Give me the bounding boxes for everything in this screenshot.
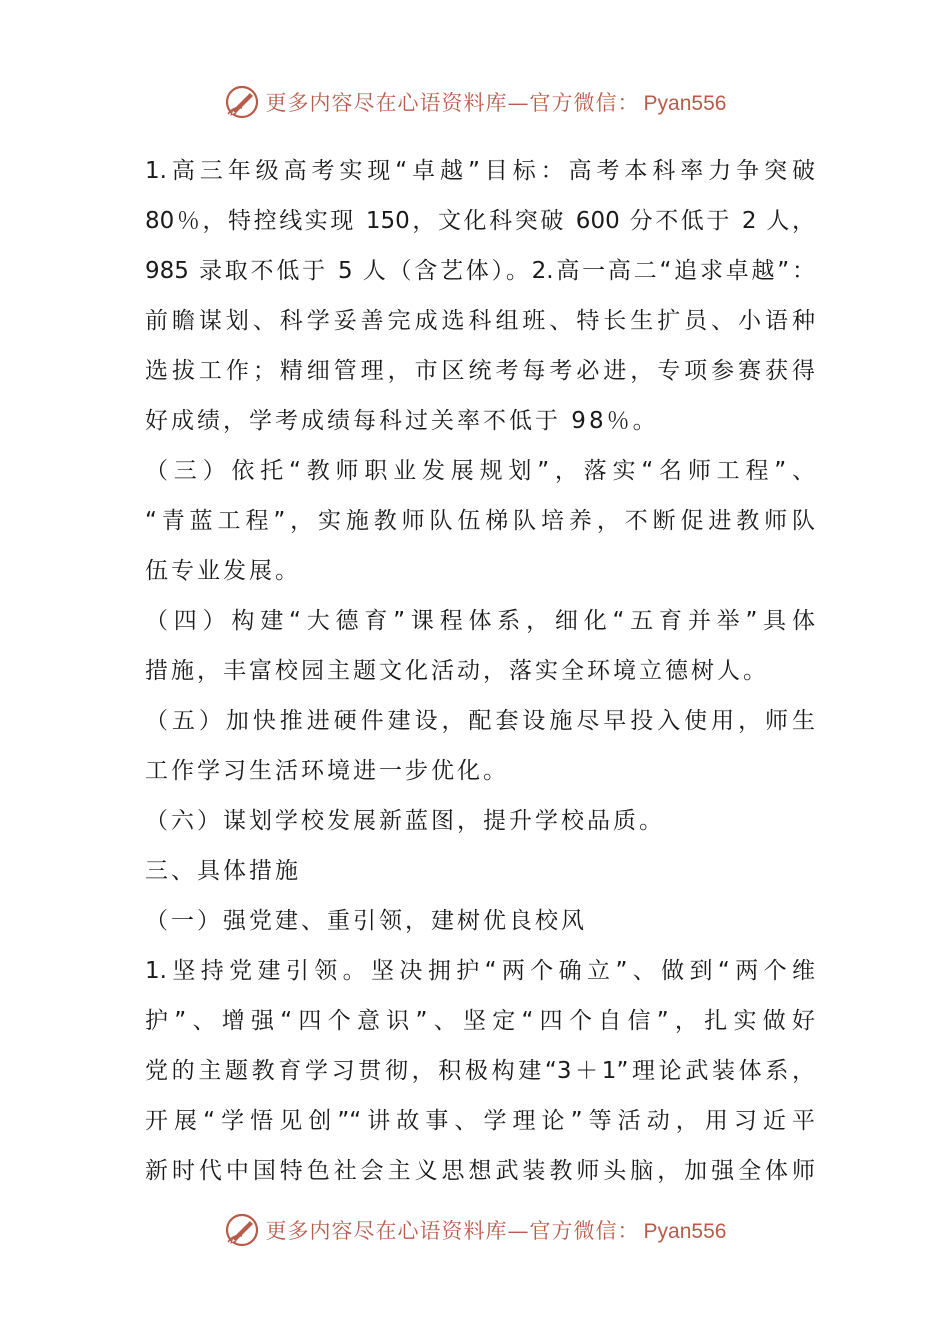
text-line: 1.坚持党建引领。坚决拥护“两个确立”、做到“两个维 (145, 958, 815, 984)
text-line: 护”、增强“四个意识”、坚定“四个自信”，扎实做好 (145, 1008, 815, 1034)
text-line: 党的主题教育学习贯彻，积极构建“3＋1”理论武装体系， (145, 1058, 815, 1084)
text-line: “青蓝工程”，实施教师队伍梯队培养，不断促进教师队 (145, 508, 815, 534)
text-line: 80％，特控线实现 150，文化科突破 600 分不低于 2 人， (145, 208, 815, 234)
watermark-wechat-id: Pyan556 (643, 92, 727, 115)
text-line: 新时代中国特色社会主义思想武装教师头脑，加强全体师 (145, 1158, 815, 1184)
document-body (145, 146, 815, 1196)
text-line: （三）依托“教师职业发展规划”，落实“名师工程”、 (145, 458, 815, 484)
text-line: 措施，丰富校园主题文化活动，落实全环境立德树人。 (145, 658, 769, 684)
pen-logo-icon (224, 84, 260, 120)
text-line: （四）构建“大德育”课程体系，细化“五育并举”具体 (145, 608, 815, 634)
text-line: 前瞻谋划、科学妥善完成选科组班、特长生扩员、小语种 (145, 308, 815, 334)
watermark-text (266, 1215, 727, 1245)
text-line: 选拔工作；精细管理，市区统考每考必进，专项参赛获得 (145, 358, 815, 384)
text-line: 好成绩，学考成绩每科过关率不低于 98％。 (145, 408, 659, 434)
watermark-label: 更多内容尽在心语资料库—官方微信： (265, 91, 640, 115)
text-line: 开展“学悟见创”“讲故事、学理论”等活动，用习近平 (145, 1108, 815, 1134)
text-line: 工作学习生活环境进一步优化。 (145, 758, 509, 784)
header-watermark (0, 80, 950, 124)
watermark-text (266, 87, 727, 117)
text-line: 985 录取不低于 5 人（含艺体）。2.高一高二“追求卓越”： (145, 258, 815, 284)
watermark-label: 更多内容尽在心语资料库—官方微信： (265, 1219, 640, 1243)
text-line: 伍专业发展。 (145, 558, 301, 584)
text-line: （六）谋划学校发展新蓝图，提升学校品质。 (145, 808, 665, 834)
text-line: 三、具体措施 (145, 858, 301, 884)
footer-watermark (0, 1208, 950, 1252)
pen-logo-icon (224, 1212, 260, 1248)
text-line: （一）强党建、重引领，建树优良校风 (145, 908, 587, 934)
text-line: 1.高三年级高考实现“卓越”目标：高考本科率力争突破 (145, 158, 815, 184)
text-line: （五）加快推进硬件建设，配套设施尽早投入使用，师生 (145, 708, 815, 734)
watermark-wechat-id: Pyan556 (643, 1220, 727, 1243)
